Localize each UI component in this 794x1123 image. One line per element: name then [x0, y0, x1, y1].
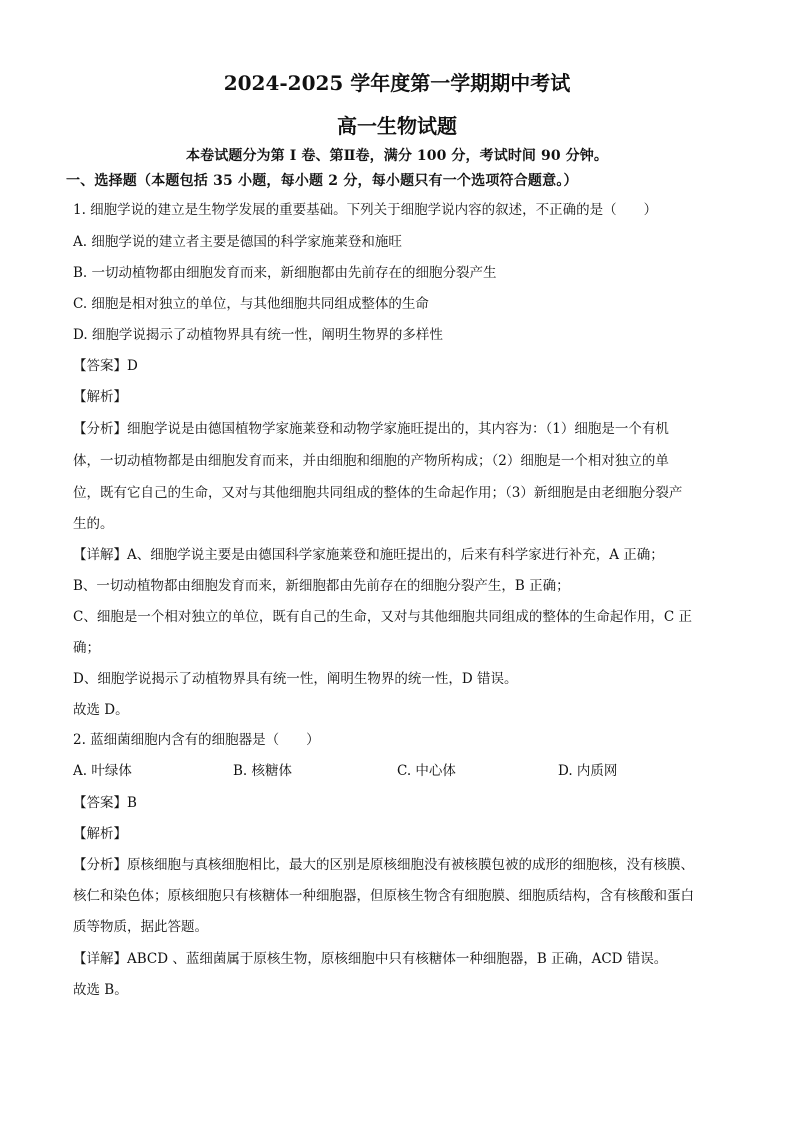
- question-2-option-d: D. 内质网: [558, 763, 618, 779]
- question-1-detail-line: D、细胞学说揭示了动植物界具有统一性，阐明生物界的统一性，D 错误。: [73, 671, 518, 687]
- question-2-analysis-line: 质等物质，据此答题。: [73, 919, 208, 935]
- question-1-analysis-line: 体，一切动植物都是由细胞发育而来，并由细胞和细胞的产物所构成；（2）细胞是一个相对独立的单: [73, 453, 669, 469]
- question-1-detail-line: C、细胞是一个相对独立的单位，既有自己的生命，又对与其他细胞共同组成的整体的生命起作用，C 正: [73, 609, 692, 625]
- question-2-analysis-line: 核仁和染色体；原核细胞只有核糖体一种细胞器，但原核生物含有细胞膜、细胞质结构，含有核酸和蛋白: [73, 888, 694, 904]
- question-2-stem: 2. 蓝细菌细胞内含有的细胞器是（ ）: [73, 732, 320, 748]
- question-1-option-b: B. 一切动植物都由细胞发育而来，新细胞都由先前存在的细胞分裂产生: [73, 265, 497, 281]
- question-1-detail-line: 【详解】A、细胞学说主要是由德国科学家施莱登和施旺提出的，后来有科学家进行补充，A 正确；: [73, 547, 664, 563]
- question-2-conclusion: 故选 B。: [73, 982, 128, 998]
- question-1-option-c: C. 细胞是相对独立的单位，与其他细胞共同组成整体的生命: [73, 296, 429, 312]
- question-2-detail-line: 【详解】ABCD 、蓝细菌属于原核生物，原核细胞中只有核糖体一种细胞器，B 正确，ACD 错误。: [73, 951, 668, 967]
- question-2-option-a: A. 叶绿体: [73, 763, 132, 779]
- question-1-analysis-line: 位，既有它自己的生命，又对与其他细胞共同组成的整体的生命起作用；（3）新细胞是由老细胞分裂产: [73, 485, 683, 501]
- exam-title: 2024-2025 学年度第一学期期中考试: [223, 71, 571, 95]
- question-1-analysis-line: 【分析】细胞学说是由德国植物学家施莱登和动物学家施旺提出的，其内容为：（1）细胞是一个有机: [73, 421, 669, 437]
- question-1-answer: 【答案】D: [73, 358, 138, 374]
- question-2-answer: 【答案】B: [73, 795, 137, 811]
- question-1-detail-line: 确；: [73, 640, 100, 656]
- exam-subtitle: 高一生物试题: [337, 114, 457, 138]
- question-1-stem: 1. 细胞学说的建立是生物学发展的重要基础。下列关于细胞学说内容的叙述，不正确的是（ ）: [73, 202, 658, 218]
- question-1-analysis-line: 生的。: [73, 516, 114, 532]
- question-2-analysis-label: 【解析】: [73, 826, 127, 842]
- question-2-option-c: C. 中心体: [397, 763, 456, 779]
- question-2-option-b: B. 核糖体: [233, 763, 293, 779]
- section-heading: 一、选择题（本题包括 35 小题，每小题 2 分，每小题只有一个选项符合题意。）: [66, 173, 578, 189]
- question-1-detail-line: B、一切动植物都由细胞发育而来，新细胞都由先前存在的细胞分裂产生，B 正确；: [73, 578, 570, 594]
- question-1-analysis-label: 【解析】: [73, 389, 127, 405]
- question-1-conclusion: 故选 D。: [73, 702, 129, 718]
- question-1-option-a: A. 细胞学说的建立者主要是德国的科学家施莱登和施旺: [73, 234, 402, 250]
- exam-instructions: 本卷试题分为第 I 卷、第Ⅱ卷，满分 100 分，考试时间 90 分钟。: [186, 148, 608, 164]
- question-2-analysis-line: 【分析】原核细胞与真核细胞相比，最大的区别是原核细胞没有被核膜包被的成形的细胞核，没有核膜、: [73, 857, 694, 873]
- question-1-option-d: D. 细胞学说揭示了动植物界具有统一性，阐明生物界的多样性: [73, 327, 443, 343]
